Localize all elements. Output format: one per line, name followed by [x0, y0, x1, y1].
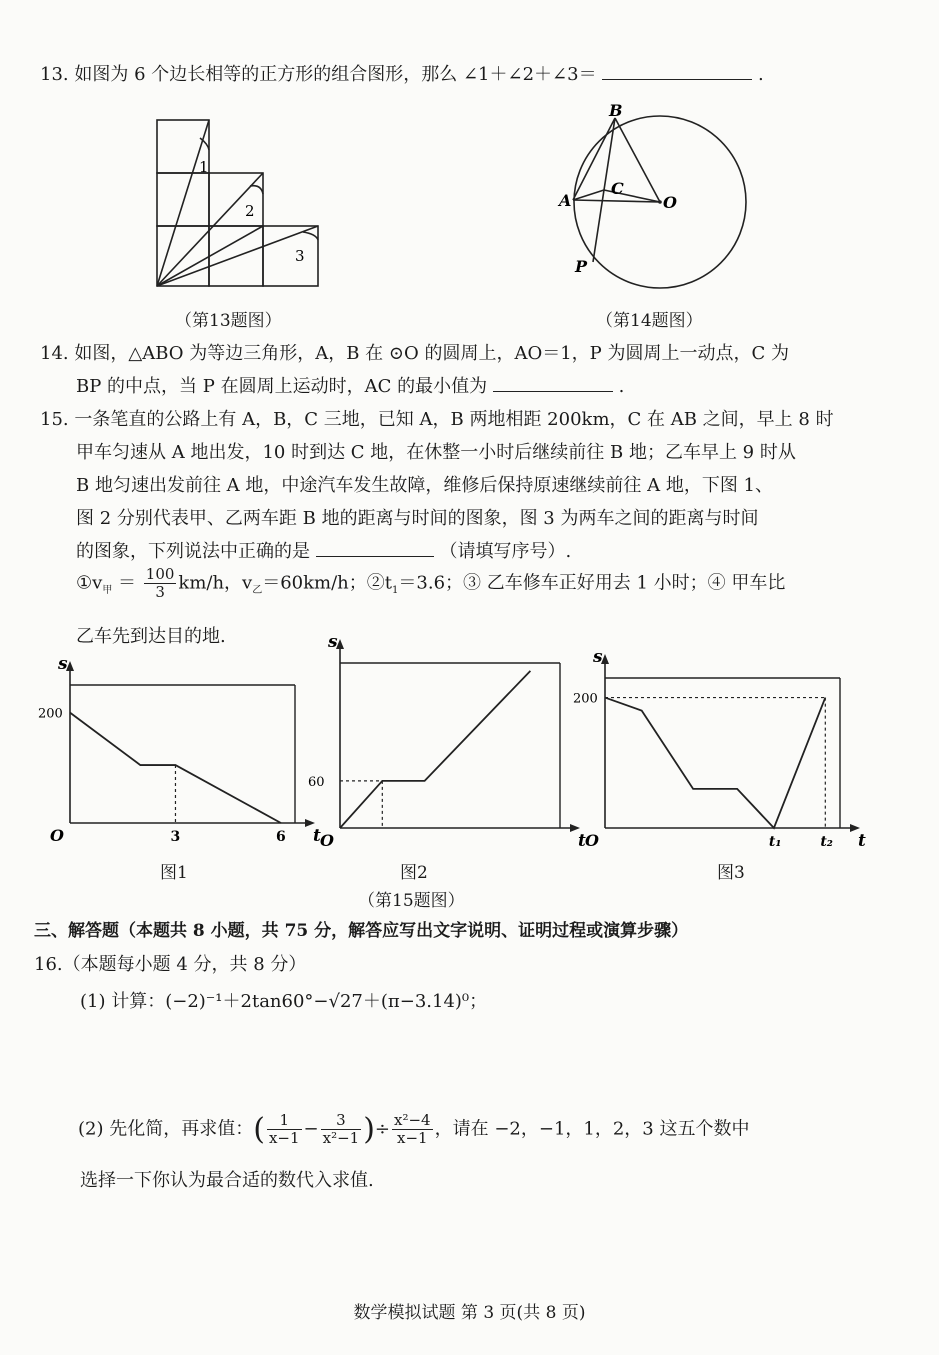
- q14-caption: （第14题图）: [596, 311, 703, 331]
- x-axis-label: t: [858, 831, 866, 851]
- label-C: C: [611, 179, 624, 198]
- q13-diag-3: [157, 226, 318, 286]
- q15-line5: [76, 537, 571, 563]
- f3-den: x−1: [397, 1129, 428, 1147]
- frac-num: 100: [145, 565, 175, 583]
- opt-a: ①v: [76, 572, 103, 594]
- tick-label-y-1: 200: [38, 706, 63, 722]
- q13-diag-2: [157, 173, 263, 286]
- tick-label-y-1: 200: [573, 691, 598, 707]
- q13-text: [40, 60, 764, 86]
- f2-den: x²−1: [322, 1129, 360, 1147]
- opt-c: ＝60km/h；②t: [262, 572, 393, 594]
- f1-den: x−1: [268, 1129, 300, 1147]
- opt-b: km/h，v: [178, 572, 253, 594]
- fraction-1: [267, 1112, 302, 1147]
- q16-part1: (1) 计算：(−2)⁻¹＋2tan60°−√27＋(π−3.14)⁰；: [80, 991, 488, 1012]
- y-axis-label: s: [593, 647, 603, 667]
- label-A: A: [559, 191, 572, 210]
- tick-label-origin: O: [585, 831, 599, 850]
- x-axis-label: t: [578, 831, 586, 851]
- q15-line1: 15. 一条笔直的公路上有 A，B，C 三地，已知 A，B 两地相距 200km，C 在 AB 之间，早上 8 时: [40, 409, 834, 430]
- x-axis-label: t: [313, 826, 321, 846]
- center-point: [658, 200, 662, 204]
- q15-answer-blank[interactable]: [316, 540, 434, 557]
- q13-caption: （第13题图）: [175, 311, 282, 331]
- tick-label-origin: O: [50, 826, 64, 845]
- q13-figure: [140, 110, 340, 300]
- q15-options: [76, 566, 785, 601]
- tick-label-x-2: 6: [275, 829, 286, 845]
- section3-heading: 三、解答题（本题共 8 小题，共 75 分，解答应写出文字说明、证明过程或演算步骤）: [34, 921, 689, 941]
- q14-line1: 14. 如图，△ABO 为等边三角形，A，B 在 ⊙O 的圆周上，AO＝1，P 为圆周上一动点，C 为: [40, 343, 789, 364]
- fig2-title: 图2: [400, 863, 428, 883]
- q14-line2-text: BP 的中点，当 P 在圆周上运动时，AC 的最小值为: [76, 376, 488, 397]
- label-B: B: [609, 101, 623, 120]
- opt-eq: ＝: [118, 572, 137, 594]
- q16-header: 16.（本题每小题 4 分，共 8 分）: [34, 954, 307, 975]
- q16-part2-tail: ，请在 −2，−1，1，2，3 这五个数中: [434, 1118, 750, 1140]
- speed-fraction: [144, 566, 177, 601]
- q14-end: .: [618, 376, 625, 397]
- right-paren: ): [363, 1112, 375, 1147]
- q15-line3: B 地匀速出发前往 A 地，中途汽车发生故障，维修后保持原速继续前往 A 地，下图 1、: [76, 475, 774, 496]
- q16-part2: [78, 1112, 749, 1147]
- fraction-2: [321, 1112, 362, 1147]
- f2-num: 3: [321, 1112, 362, 1130]
- chart-fig3: [573, 647, 866, 855]
- tick-label-x-1: 3: [170, 829, 181, 845]
- q15-line5-end: （请填写序号）.: [439, 541, 572, 562]
- q13-arc-3: [303, 232, 318, 240]
- tick-label-x-2: t₂: [820, 834, 833, 850]
- series-line: [340, 671, 530, 828]
- y-axis-label: s: [58, 654, 68, 674]
- f1-num: 1: [267, 1112, 302, 1130]
- q15-line7: 乙车先到达目的地.: [76, 626, 226, 647]
- y-axis-label: s: [328, 632, 338, 652]
- label-O: O: [663, 193, 677, 212]
- q13-arc-2: [250, 186, 263, 194]
- label-P: P: [575, 257, 588, 276]
- tick-label-origin: O: [320, 831, 334, 850]
- q14-answer-blank[interactable]: [493, 375, 613, 392]
- q13-answer-blank[interactable]: [602, 63, 752, 80]
- f3-num: x²−4: [394, 1111, 431, 1129]
- tick-label-x-1: t₁: [768, 834, 782, 850]
- q14-line2: [76, 372, 624, 398]
- q15-line5-text: 的图象，下列说法中正确的是: [76, 541, 310, 562]
- divide-sign: ÷: [374, 1118, 391, 1140]
- fraction-3: [392, 1112, 433, 1147]
- minus-sign: −: [303, 1118, 319, 1140]
- angle-label-3: 3: [295, 247, 305, 265]
- fig1-title: 图1: [160, 863, 188, 883]
- q16-part2-lead: (2) 先化简，再求值：: [78, 1118, 254, 1140]
- opt-d: ＝3.6；③ 乙车修车正好用去 1 小时；④ 甲车比: [398, 572, 786, 594]
- angle-label-1: 1: [199, 158, 209, 176]
- segment-AO: [573, 200, 660, 202]
- opt-sub-1: 1: [392, 585, 399, 597]
- opt-sub-yi: 乙: [252, 585, 263, 597]
- q14-figure: [555, 100, 755, 300]
- q13-end: .: [758, 64, 764, 85]
- q13-stem: 13. 如图为 6 个边长相等的正方形的组合图形，那么 ∠1＋∠2＋∠3＝: [40, 64, 597, 85]
- fig3-title: 图3: [717, 863, 745, 883]
- q15-line2: 甲车匀速从 A 地出发，10 时到达 C 地，在休整一小时后继续前往 B 地；乙车早上 9 时从: [76, 442, 796, 463]
- page-footer: 数学模拟试题 第 3 页(共 8 页): [353, 1303, 586, 1323]
- angle-label-2: 2: [245, 202, 255, 220]
- opt-sub-jia: 甲: [102, 585, 113, 597]
- q13-square-6: [263, 226, 318, 286]
- q16-part2-line2: 选择一下你认为最合适的数代入求值.: [80, 1170, 374, 1191]
- tick-label-y-1: 60: [308, 774, 325, 790]
- series-line: [605, 698, 825, 828]
- q15-line4: 图 2 分别代表甲、乙两车距 B 地的距离与时间的图象，图 3 为两车之间的距离与时间: [76, 508, 759, 529]
- frac-den: 3: [155, 583, 165, 601]
- q15-caption: （第15题图）: [358, 891, 465, 911]
- left-paren: (: [253, 1112, 265, 1147]
- q13-square-2: [157, 173, 209, 226]
